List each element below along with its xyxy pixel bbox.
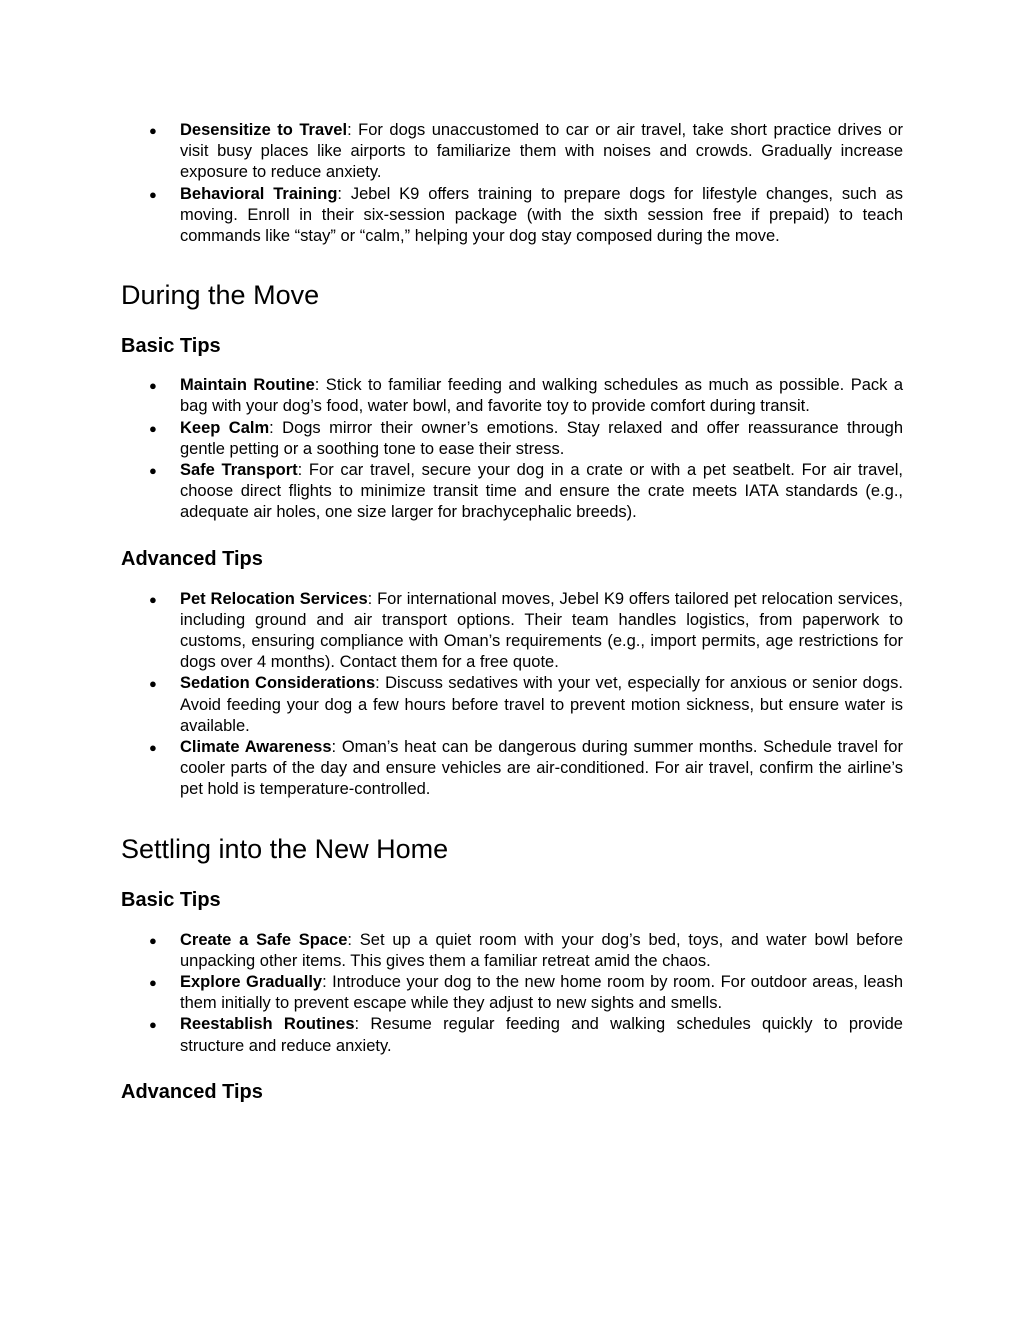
bullet-icon: ● bbox=[149, 186, 157, 202]
settling-basic-list bbox=[121, 930, 903, 1057]
list-item-text: : Introduce your dog to the new home room by room. For outdoor areas, leash them initially to prevent escape while they adjust to new sights and smells. bbox=[180, 973, 903, 1013]
list-item-term: Maintain Routine bbox=[180, 376, 315, 395]
list-item-term: Desensitize to Travel bbox=[180, 121, 348, 139]
list-item-term: Behavioral Training bbox=[180, 184, 338, 203]
bullet-icon: ● bbox=[149, 378, 157, 394]
list-item bbox=[149, 120, 903, 184]
list-item-term: Pet Relocation Services bbox=[180, 589, 368, 608]
bullet-icon: ● bbox=[149, 676, 157, 692]
bullet-icon: ● bbox=[149, 591, 157, 607]
subheading-during-basic: Basic Tips bbox=[121, 335, 221, 358]
list-item bbox=[149, 418, 904, 460]
list-item-term: Create a Safe Space bbox=[180, 930, 348, 949]
list-item-text: : Resume regular feeding and walking schedules quickly to provide structure and reduce anxiety. bbox=[180, 1015, 903, 1055]
list-item bbox=[149, 460, 903, 524]
list-item-text: : Jebel K9 offers training to prepare dogs for lifestyle changes, such as moving. Enroll in their six-session package (with the sixth session free if prepaid) to teach commands like “stay” or “calm,” helping your dog stay composed during the move. bbox=[180, 184, 903, 246]
list-item-text: : Oman’s heat can be dangerous during summer months. Schedule travel for cooler parts of the day and ensure vehicles are air-conditioned. For air travel, confirm the airline’s pet hold is temperature-controlled. bbox=[180, 738, 903, 799]
subheading-settling-advanced: Advanced Tips bbox=[121, 1080, 263, 1103]
bullet-icon: ● bbox=[149, 123, 157, 138]
list-item-text: : Set up a quiet room with your dog’s bed, toys, and water bowl before unpacking other items. This gives them a familiar retreat amid the chaos. bbox=[180, 930, 903, 970]
document-page bbox=[121, 120, 903, 1105]
bullet-icon: ● bbox=[149, 1017, 157, 1033]
list-item bbox=[149, 375, 903, 417]
bullet-icon: ● bbox=[149, 463, 157, 479]
list-item bbox=[149, 184, 903, 248]
list-item-term: Sedation Considerations bbox=[180, 674, 376, 693]
list-item bbox=[149, 930, 903, 972]
bullet-icon: ● bbox=[149, 932, 157, 948]
list-item-text: : For car travel, secure your dog in a crate or with a pet seatbelt. For air travel, choose direct flights to minimize transit time and ensure the crate meets IATA standards (e.g., adequate air holes, one size larger for brachycephalic breeds). bbox=[180, 461, 903, 522]
section-title-during: During the Move bbox=[121, 280, 320, 311]
subheading-settling-basic: Basic Tips bbox=[121, 888, 221, 911]
section-title-settling: Settling into the New Home bbox=[121, 833, 449, 864]
list-item-text: : For international moves, Jebel K9 offers tailored pet relocation services, including ground and air transport options. Their team handles logistics, from paperwork to customs, ensuring compliance with Oman’s requirements (e.g., import permits, age restrictions for dogs over 4 months). Contact them for a free quote. bbox=[180, 589, 903, 672]
list-item-term: Explore Gradually bbox=[180, 973, 323, 992]
bullet-icon: ● bbox=[149, 975, 157, 991]
intro-list bbox=[121, 120, 903, 247]
list-item bbox=[149, 1014, 903, 1056]
list-item bbox=[149, 972, 903, 1014]
during-basic-list bbox=[121, 375, 903, 523]
list-item bbox=[149, 673, 903, 737]
subheading-during-advanced: Advanced Tips bbox=[121, 547, 263, 570]
during-advanced-list bbox=[121, 589, 903, 801]
list-item-term: Safe Transport bbox=[180, 461, 298, 480]
list-item-term: Reestablish Routines bbox=[180, 1015, 355, 1034]
list-item-text: : For dogs unaccustomed to car or air travel, take short practice drives or visit busy places like airports to familiarize them with noises and crowds. Gradually increase exposure to reduce anxiety. bbox=[180, 121, 903, 182]
list-item bbox=[149, 589, 903, 674]
list-item-term: Climate Awareness bbox=[180, 738, 332, 757]
list-item bbox=[149, 737, 903, 801]
list-item-text: : Dogs mirror their owner’s emotions. Stay relaxed and offer reassurance through gentle petting or a soothing tone to ease their stress. bbox=[180, 418, 904, 458]
list-item-term: Keep Calm bbox=[180, 418, 270, 437]
list-item-text: : Discuss sedatives with your vet, especially for anxious or senior dogs. Avoid feeding your dog a few hours before travel to prevent motion sickness, but ensure water is available. bbox=[180, 674, 903, 735]
bullet-icon: ● bbox=[149, 740, 157, 756]
bullet-icon: ● bbox=[149, 420, 157, 436]
list-item-text: : Stick to familiar feeding and walking schedules as much as possible. Pack a bag with your dog’s food, water bowl, and favorite toy to provide comfort during transit. bbox=[180, 376, 903, 416]
